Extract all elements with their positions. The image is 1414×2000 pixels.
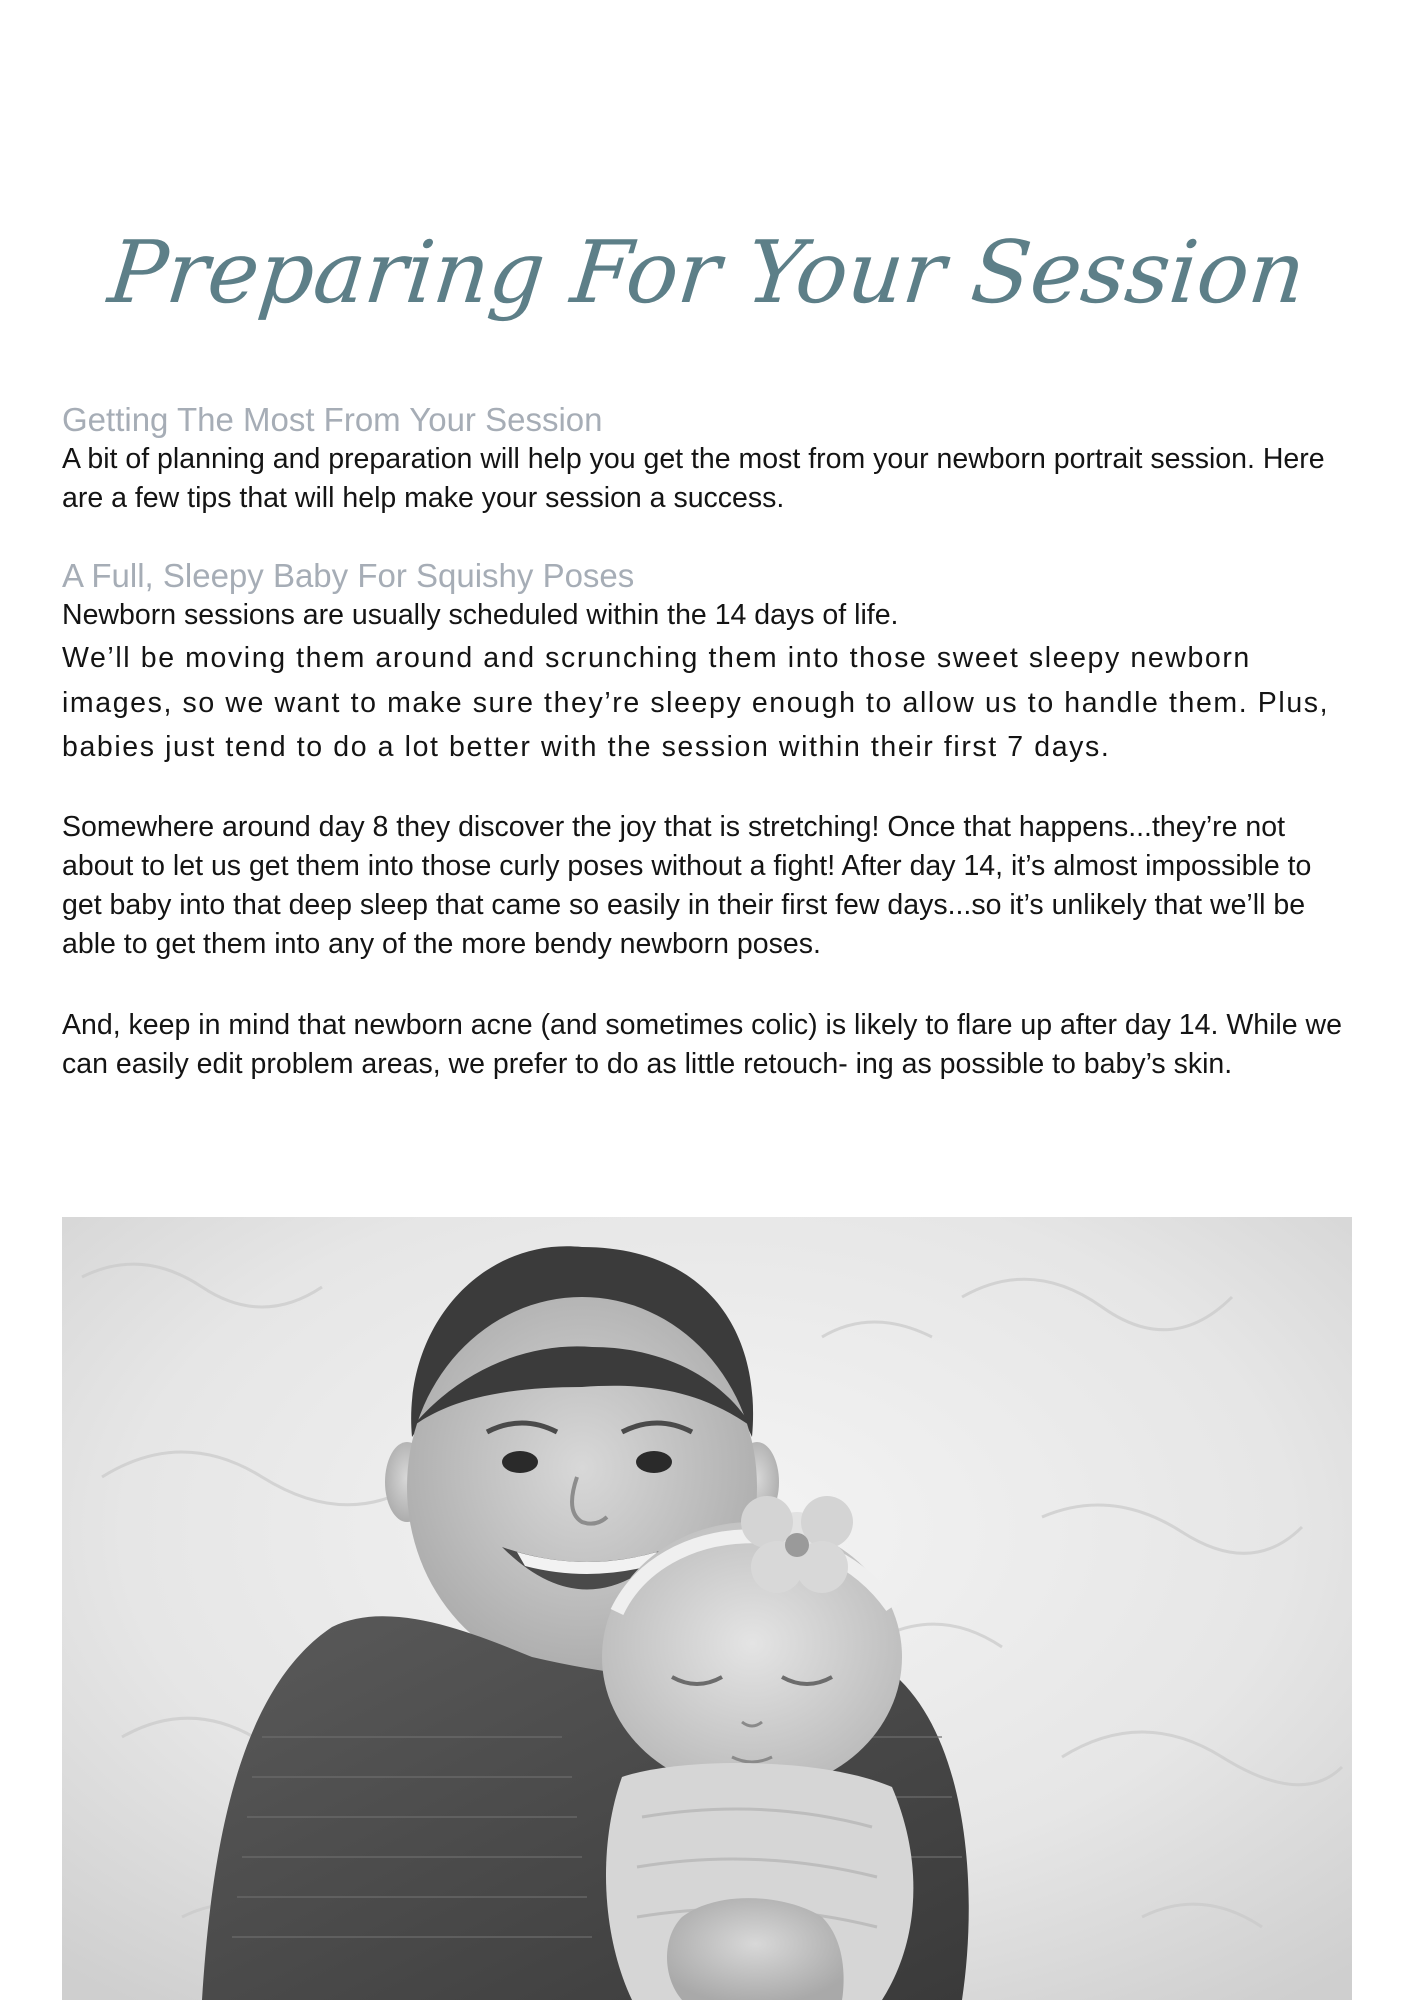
scheduling-line: Newborn sessions are usually scheduled within the 14 days of life. — [62, 599, 899, 631]
sleepy-paragraph: We’ll be moving them around and scrunching them into those sweet sleepy newborn images, so we want to make sure they’re sleepy enough to allow us to handle them. Plus, babies just tend to do a lot better with the session within their first 7 days. — [62, 642, 1330, 763]
section-heading-sleepy-baby: A Full, Sleepy Baby For Squishy Poses — [62, 557, 635, 594]
page-title: Preparing For Your Session — [104, 223, 1310, 323]
stretching-paragraph: Somewhere around day 8 they discover the joy that is stretching! Once that happens...they’re not about to let us get them into those curly poses without a fight! After day 14, it’s almost impossible to get baby into that deep sleep that came so easily in their first few days...so it’s unlikely that we’ll be able to get them into any of the more bendy newborn poses. — [62, 810, 1312, 960]
siblings-photo — [62, 1217, 1352, 2000]
content-body — [62, 400, 1352, 1084]
intro-paragraph: A bit of planning and preparation will help you get the most from your newborn portrait session. Here are a few tips that will help make your session a success. — [62, 443, 1325, 514]
acne-paragraph: And, keep in mind that newborn acne (and sometimes colic) is likely to flare up after day 14. While we can easily edit problem areas, we prefer to do as little retouch- ing as possible to baby’s skin. — [62, 1008, 1342, 1080]
section-heading-getting-most: Getting The Most From Your Session — [62, 401, 603, 438]
